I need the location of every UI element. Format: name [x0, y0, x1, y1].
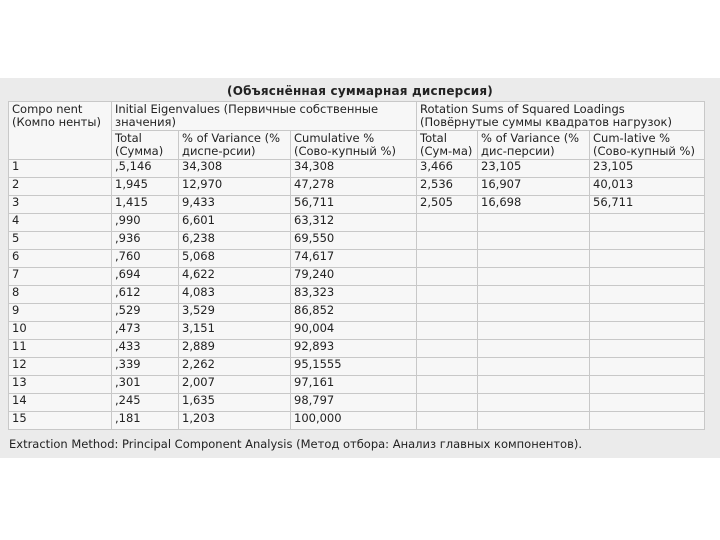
cell-init-pct-variance: 2,007 [179, 376, 291, 394]
cell-init-pct-variance: 2,889 [179, 340, 291, 358]
cell-init-cumulative: 100,000 [291, 412, 417, 430]
cell-rot-total [417, 322, 478, 340]
header-rot-cumulative: Cum-lative % (Сово-купный %) [590, 131, 705, 160]
cell-component: 6 [9, 250, 112, 268]
cell-init-cumulative: 92,893 [291, 340, 417, 358]
table-row [9, 358, 705, 376]
cell-init-total: ,529 [112, 304, 179, 322]
cell-rot-pct-variance [478, 340, 590, 358]
cell-rot-total [417, 232, 478, 250]
cell-rot-pct-variance: 23,105 [478, 160, 590, 178]
cell-rot-pct-variance: 16,907 [478, 178, 590, 196]
cell-init-pct-variance: 3,529 [179, 304, 291, 322]
cell-init-cumulative: 90,004 [291, 322, 417, 340]
cell-rot-total [417, 268, 478, 286]
cell-init-total: ,694 [112, 268, 179, 286]
cell-init-pct-variance: 3,151 [179, 322, 291, 340]
cell-init-cumulative: 56,711 [291, 196, 417, 214]
cell-init-pct-variance: 9,433 [179, 196, 291, 214]
cell-init-pct-variance: 4,083 [179, 286, 291, 304]
cell-component: 10 [9, 322, 112, 340]
cell-init-total: ,612 [112, 286, 179, 304]
cell-component: 3 [9, 196, 112, 214]
cell-rot-cumulative: 40,013 [590, 178, 705, 196]
cell-init-total: ,990 [112, 214, 179, 232]
cell-component: 14 [9, 394, 112, 412]
cell-init-pct-variance: 6,601 [179, 214, 291, 232]
cell-init-cumulative: 63,312 [291, 214, 417, 232]
cell-init-total: ,181 [112, 412, 179, 430]
table-row [9, 232, 705, 250]
cell-rot-cumulative [590, 394, 705, 412]
cell-rot-cumulative [590, 304, 705, 322]
cell-rot-total [417, 286, 478, 304]
cell-init-cumulative: 69,550 [291, 232, 417, 250]
table-row [9, 412, 705, 430]
table-title: (Объяснённая суммарная дисперсия) [227, 84, 493, 98]
cell-rot-cumulative [590, 268, 705, 286]
cell-component: 7 [9, 268, 112, 286]
table-row [9, 268, 705, 286]
cell-init-total: 1,945 [112, 178, 179, 196]
table-row [9, 340, 705, 358]
cell-component: 13 [9, 376, 112, 394]
cell-component: 11 [9, 340, 112, 358]
cell-rot-total: 2,536 [417, 178, 478, 196]
cell-component: 5 [9, 232, 112, 250]
cell-rot-total: 3,466 [417, 160, 478, 178]
cell-rot-pct-variance [478, 394, 590, 412]
cell-rot-total [417, 214, 478, 232]
cell-component: 8 [9, 286, 112, 304]
cell-rot-pct-variance [478, 286, 590, 304]
cell-init-total: ,339 [112, 358, 179, 376]
table-row [9, 394, 705, 412]
cell-component: 4 [9, 214, 112, 232]
cell-rot-cumulative [590, 412, 705, 430]
cell-init-pct-variance: 2,262 [179, 358, 291, 376]
cell-rot-pct-variance: 16,698 [478, 196, 590, 214]
cell-init-cumulative: 97,161 [291, 376, 417, 394]
cell-rot-pct-variance [478, 304, 590, 322]
cell-rot-total [417, 340, 478, 358]
header-rotation-sums: Rotation Sums of Squared Loadings (Повёрнутые суммы квадратов нагрузок) [417, 102, 705, 131]
table-row [9, 214, 705, 232]
cell-init-cumulative: 98,797 [291, 394, 417, 412]
cell-rot-cumulative: 23,105 [590, 160, 705, 178]
cell-component: 9 [9, 304, 112, 322]
header-rot-pct-variance: % of Variance (% дис-персии) [478, 131, 590, 160]
cell-rot-total [417, 304, 478, 322]
cell-init-total: ,301 [112, 376, 179, 394]
cell-rot-cumulative [590, 214, 705, 232]
table-row [9, 304, 705, 322]
table-row [9, 322, 705, 340]
cell-init-total: ,473 [112, 322, 179, 340]
variance-table [8, 101, 705, 430]
table-row [9, 376, 705, 394]
header-init-pct-variance: % of Variance (% диспе-рсии) [179, 131, 291, 160]
cell-component: 2 [9, 178, 112, 196]
cell-rot-cumulative [590, 376, 705, 394]
cell-init-cumulative: 83,323 [291, 286, 417, 304]
table-row [9, 196, 705, 214]
cell-rot-cumulative [590, 340, 705, 358]
cell-rot-total [417, 358, 478, 376]
cell-rot-pct-variance [478, 214, 590, 232]
cell-init-total: 1,415 [112, 196, 179, 214]
cell-rot-total [417, 250, 478, 268]
cell-rot-cumulative: 56,711 [590, 196, 705, 214]
table-row [9, 286, 705, 304]
table-row [9, 250, 705, 268]
cell-init-pct-variance: 6,238 [179, 232, 291, 250]
cell-rot-total [417, 412, 478, 430]
header-component: Compo nent (Компо ненты) [9, 102, 112, 160]
cell-init-pct-variance: 5,068 [179, 250, 291, 268]
cell-rot-pct-variance [478, 358, 590, 376]
cell-rot-pct-variance [478, 268, 590, 286]
cell-rot-cumulative [590, 286, 705, 304]
cell-rot-pct-variance [478, 376, 590, 394]
cell-init-cumulative: 95,1555 [291, 358, 417, 376]
cell-rot-cumulative [590, 358, 705, 376]
header-init-total: Total (Сумма) [112, 131, 179, 160]
cell-rot-cumulative [590, 232, 705, 250]
extraction-method-note: Extraction Method: Principal Component Analysis (Метод отбора: Анализ главных компонентов). [9, 437, 582, 451]
cell-rot-total: 2,505 [417, 196, 478, 214]
cell-init-cumulative: 86,852 [291, 304, 417, 322]
cell-init-pct-variance: 4,622 [179, 268, 291, 286]
cell-init-pct-variance: 1,635 [179, 394, 291, 412]
cell-rot-pct-variance [478, 322, 590, 340]
cell-rot-pct-variance [478, 232, 590, 250]
cell-rot-cumulative [590, 322, 705, 340]
cell-rot-pct-variance [478, 412, 590, 430]
cell-component: 15 [9, 412, 112, 430]
cell-init-pct-variance: 1,203 [179, 412, 291, 430]
cell-component: 1 [9, 160, 112, 178]
cell-rot-total [417, 394, 478, 412]
cell-init-cumulative: 34,308 [291, 160, 417, 178]
cell-init-total: ,433 [112, 340, 179, 358]
cell-init-pct-variance: 34,308 [179, 160, 291, 178]
cell-init-cumulative: 74,617 [291, 250, 417, 268]
cell-init-total: ,936 [112, 232, 179, 250]
header-initial-eigenvalues: Initial Eigenvalues (Первичные собственные значения) [112, 102, 417, 131]
header-rot-total: Total (Сум-ма) [417, 131, 478, 160]
cell-init-pct-variance: 12,970 [179, 178, 291, 196]
cell-init-cumulative: 47,278 [291, 178, 417, 196]
cell-rot-total [417, 376, 478, 394]
cell-rot-cumulative [590, 250, 705, 268]
cell-init-total: ,245 [112, 394, 179, 412]
cell-init-total: ,5,146 [112, 160, 179, 178]
cell-rot-pct-variance [478, 250, 590, 268]
table-row [9, 160, 705, 178]
cell-init-cumulative: 79,240 [291, 268, 417, 286]
table-body [9, 160, 705, 430]
header-init-cumulative: Cumulative % (Сово-купный %) [291, 131, 417, 160]
cell-component: 12 [9, 358, 112, 376]
cell-init-total: ,760 [112, 250, 179, 268]
table-row [9, 178, 705, 196]
